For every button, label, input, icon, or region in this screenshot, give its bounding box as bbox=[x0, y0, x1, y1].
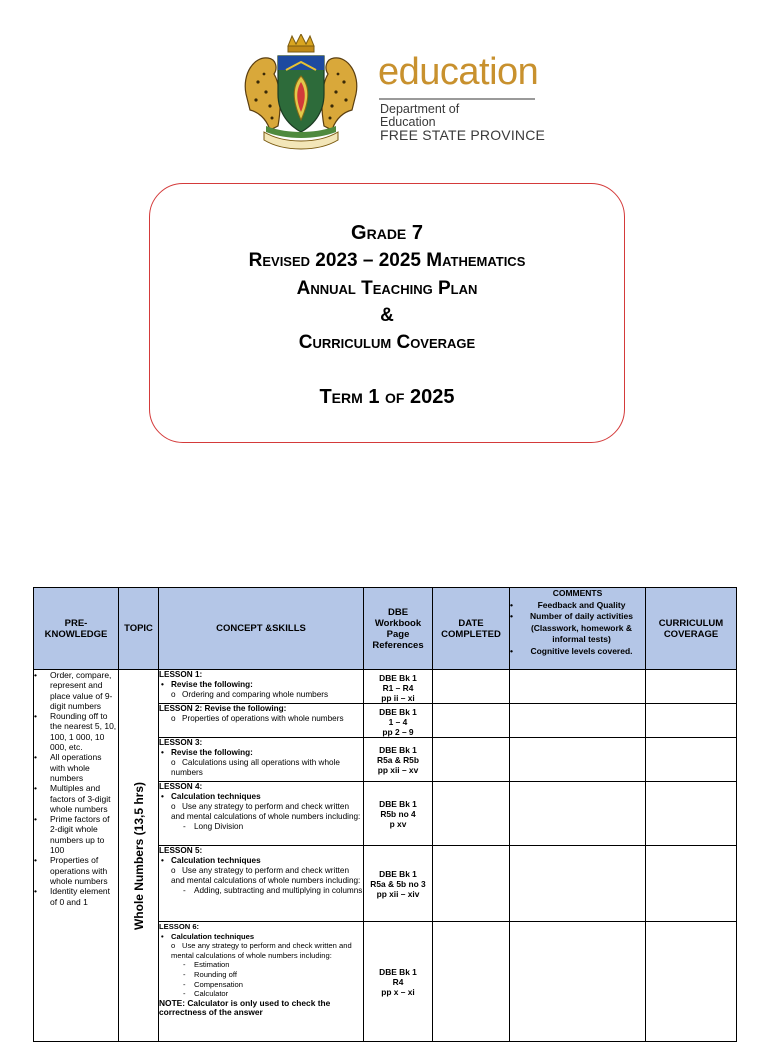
dbe-reference-cell bbox=[364, 704, 433, 738]
comments-cell[interactable] bbox=[510, 670, 646, 704]
coverage-cell[interactable] bbox=[646, 670, 737, 704]
date-completed-cell[interactable] bbox=[433, 738, 510, 782]
logo-divider bbox=[379, 98, 535, 100]
lesson-item: o Calculations using all operations with whole numbers bbox=[159, 758, 363, 778]
lesson-2-cell bbox=[159, 704, 364, 738]
lesson-subitem: - Rounding off bbox=[159, 970, 363, 980]
dbe-range: R4 bbox=[392, 976, 404, 987]
dbe-book: DBE Bk 1 bbox=[379, 966, 417, 977]
dbe-pages: pp 2 – 9 bbox=[382, 727, 414, 737]
lesson-bullet: • Revise the following: bbox=[159, 748, 363, 758]
dbe-range: R5b no 4 bbox=[380, 808, 416, 819]
dbe-reference-cell bbox=[364, 670, 433, 704]
lesson-heading: LESSON 5: bbox=[159, 846, 203, 855]
lesson-bullet: • Revise the following: bbox=[159, 680, 363, 690]
lesson-bullet: • Calculation techniques bbox=[159, 932, 363, 942]
date-completed-cell[interactable] bbox=[433, 846, 510, 922]
document-title-box bbox=[149, 183, 625, 443]
lesson-heading: LESSON 4: bbox=[159, 782, 203, 791]
lesson-4-cell bbox=[159, 782, 364, 846]
header-date: DATE COMPLETED bbox=[433, 588, 510, 670]
logo-education-line: Education bbox=[380, 115, 436, 129]
lesson-3-cell bbox=[159, 738, 364, 782]
logo-wordmark: education bbox=[378, 51, 539, 93]
header-comments bbox=[510, 588, 646, 670]
pre-knowledge-item: • Rounding off to the nearest 5, 10, 100, 1 000, 10 000, etc. bbox=[34, 711, 118, 752]
header-topic: TOPIC bbox=[119, 588, 159, 670]
lesson-subitem: - Adding, subtracting and multiplying in columns bbox=[159, 886, 363, 896]
pre-knowledge-item: • Multiples and factors of 3-digit whole numbers bbox=[34, 783, 118, 814]
header-dbe: DBE Workbook Page References bbox=[364, 588, 433, 670]
dbe-reference-cell bbox=[364, 738, 433, 782]
lesson-subitem: - Estimation bbox=[159, 960, 363, 970]
table-row bbox=[34, 670, 737, 704]
header-comments-title: COMMENTS bbox=[552, 588, 603, 598]
date-completed-cell[interactable] bbox=[433, 782, 510, 846]
header-concept: CONCEPT &SKILLS bbox=[159, 588, 364, 670]
coverage-cell[interactable] bbox=[646, 738, 737, 782]
dbe-pages: pp xii – xiv bbox=[376, 888, 420, 899]
dbe-book: DBE Bk 1 bbox=[379, 868, 417, 879]
dbe-pages: pp x – xi bbox=[381, 986, 415, 997]
pre-knowledge-item: • Prime factors of 2-digit whole numbers up to 100 bbox=[34, 814, 118, 855]
lesson-subitem: - Calculator bbox=[159, 989, 363, 999]
lesson-note: NOTE: Calculator is only used to check the correctness of the answer bbox=[159, 997, 331, 1018]
lesson-item: o Use any strategy to perform and check written and mental calculations of whole numbers including: bbox=[159, 866, 363, 886]
pre-knowledge-item: • Identity element of 0 and 1 bbox=[34, 886, 118, 907]
dbe-pages: pp ii – xi bbox=[381, 693, 415, 703]
coverage-cell[interactable] bbox=[646, 704, 737, 738]
comments-cell[interactable] bbox=[510, 738, 646, 782]
date-completed-cell[interactable] bbox=[433, 670, 510, 704]
lesson-item: o Properties of operations with whole numbers bbox=[159, 714, 363, 724]
lesson-item: o Ordering and comparing whole numbers bbox=[159, 690, 363, 700]
dbe-range: 1 – 4 bbox=[388, 717, 408, 727]
title-plan: Annual Teaching Plan bbox=[296, 278, 478, 299]
dbe-book: DBE Bk 1 bbox=[379, 744, 417, 755]
comments-cell[interactable] bbox=[510, 846, 646, 922]
lesson-subitem: - Compensation bbox=[159, 980, 363, 990]
lesson-bullet: • Calculation techniques bbox=[159, 856, 363, 866]
lesson-1-cell bbox=[159, 670, 364, 704]
header-coverage: CURRICULUM COVERAGE bbox=[646, 588, 737, 670]
department-logo bbox=[236, 34, 546, 154]
title-grade: Grade 7 bbox=[351, 222, 423, 244]
pre-knowledge-item: • Order, compare, represent and place value of 9-digit numbers bbox=[34, 670, 118, 711]
dbe-book: DBE Bk 1 bbox=[379, 798, 417, 809]
lesson-subitem: - Long Division bbox=[159, 822, 363, 832]
dbe-range: R5a & R5b bbox=[377, 754, 419, 765]
dbe-book: DBE Bk 1 bbox=[379, 707, 417, 717]
topic-cell bbox=[119, 670, 159, 1042]
comments-item: • Feedback and Quality bbox=[510, 600, 645, 612]
pre-knowledge-cell bbox=[34, 670, 119, 1042]
lesson-item: o Use any strategy to perform and check written and mental calculations of whole numbers including: bbox=[159, 941, 363, 960]
lesson-item: o Use any strategy to perform and check written and mental calculations of whole numbers including: bbox=[159, 802, 363, 822]
comments-item: • Cognitive levels covered. bbox=[510, 646, 645, 658]
dbe-pages: p xv bbox=[389, 818, 407, 829]
lesson-heading: LESSON 1: bbox=[159, 670, 203, 679]
coat-of-arms-icon bbox=[236, 34, 366, 152]
dbe-range: R5a & 5b no 3 bbox=[370, 878, 426, 889]
pre-knowledge-item: • Properties of operations with whole numbers bbox=[34, 855, 118, 886]
lesson-heading: LESSON 2: Revise the following: bbox=[159, 704, 287, 713]
logo-department-line: Department of bbox=[380, 102, 460, 116]
comments-cell[interactable] bbox=[510, 704, 646, 738]
dbe-reference-cell bbox=[364, 782, 433, 846]
title-subject: Revised 2023 – 2025 Mathematics bbox=[248, 250, 526, 271]
title-coverage: Curriculum Coverage bbox=[298, 332, 476, 353]
topic-label: Whole Numbers (13,5 hrs) bbox=[131, 781, 146, 930]
coverage-cell[interactable] bbox=[646, 846, 737, 922]
lesson-heading: LESSON 6: bbox=[159, 922, 200, 931]
header-pre-knowledge: PRE-KNOWLEDGE bbox=[34, 588, 119, 670]
title-term: Term 1 of 2025 bbox=[319, 386, 455, 408]
title-ampersand: & bbox=[380, 305, 394, 326]
teaching-plan-table bbox=[33, 587, 737, 1042]
date-completed-cell[interactable] bbox=[433, 704, 510, 738]
dbe-book: DBE Bk 1 bbox=[379, 673, 417, 683]
coverage-cell[interactable] bbox=[646, 782, 737, 846]
comments-item: • Number of daily activities (Classwork, homework & informal tests) bbox=[510, 611, 645, 646]
logo-province-line: FREE STATE PROVINCE bbox=[380, 127, 546, 143]
comments-cell[interactable] bbox=[510, 782, 646, 846]
lesson-bullet: • Calculation techniques bbox=[159, 792, 363, 802]
dbe-reference-cell bbox=[364, 846, 433, 922]
dbe-range: R1 – R4 bbox=[382, 683, 414, 693]
lesson-heading: LESSON 3: bbox=[159, 738, 203, 747]
table-header-row bbox=[34, 588, 737, 670]
pre-knowledge-item: • All operations with whole numbers bbox=[34, 752, 118, 783]
lesson-5-cell bbox=[159, 846, 364, 922]
dbe-pages: pp xii – xv bbox=[377, 764, 419, 775]
